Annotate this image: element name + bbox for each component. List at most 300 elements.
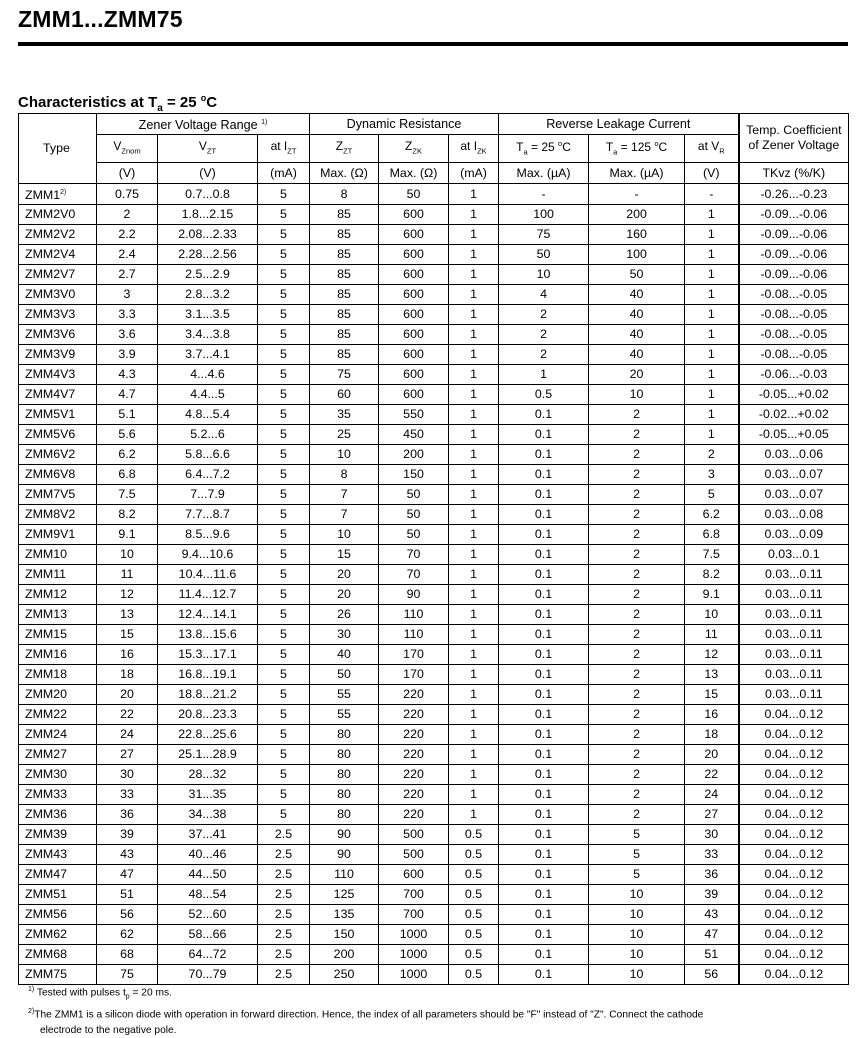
cell-ir25: 0.1 [499,424,589,444]
cell-zzk: 170 [379,644,449,664]
cell-tkvz: 0.04...0.12 [739,864,849,884]
cell-vznom: 22 [97,704,158,724]
cell-ir125: 2 [589,484,685,504]
cell-vr: 1 [685,264,739,284]
cell-tkvz: 0.03...0.11 [739,564,849,584]
cell-ir125: 2 [589,604,685,624]
cell-zzk: 600 [379,304,449,324]
cell-zzt: 80 [310,784,379,804]
cell-zzk: 220 [379,764,449,784]
cell-izk: 1 [449,804,499,824]
cell-tkvz: 0.04...0.12 [739,964,849,984]
cell-vzt: 10.4...11.6 [158,564,258,584]
table-row [19,204,849,224]
cell-vr: 22 [685,764,739,784]
cell-zzk: 1000 [379,944,449,964]
cell-izt: 5 [258,624,310,644]
unit-izt: (mA) [258,162,310,183]
cell-zzk: 600 [379,364,449,384]
cell-zzt: 85 [310,244,379,264]
characteristics-table-wrapper [18,113,849,985]
cell-vzt: 34...38 [158,804,258,824]
cell-vr: 1 [685,224,739,244]
cell-vzt: 25.1...28.9 [158,744,258,764]
cell-vzt: 6.4...7.2 [158,464,258,484]
cell-izt: 5 [258,704,310,724]
cell-izk: 1 [449,624,499,644]
cell-tkvz: 0.03...0.11 [739,584,849,604]
cell-tkvz: 0.03...0.06 [739,444,849,464]
cell-vznom: 56 [97,904,158,924]
cell-ir25: 0.1 [499,784,589,804]
cell-izk: 1 [449,284,499,304]
cell-izk: 0.5 [449,924,499,944]
cell-vzt: 9.4...10.6 [158,544,258,564]
cell-ir125: 2 [589,404,685,424]
header-row-groups [19,114,849,135]
cell-vznom: 8.2 [97,504,158,524]
cell-zzk: 500 [379,824,449,844]
cell-ir125: 2 [589,644,685,664]
cell-zzt: 135 [310,904,379,924]
cell-type: ZMM75 [19,964,97,984]
cell-vr: 8.2 [685,564,739,584]
cell-ir25: 0.1 [499,724,589,744]
cell-vr: 13 [685,664,739,684]
cell-ir125: 10 [589,944,685,964]
cell-zzt: 55 [310,684,379,704]
cell-type: ZMM36 [19,804,97,824]
cell-tkvz: 0.03...0.09 [739,524,849,544]
cell-type: ZMM4V7 [19,384,97,404]
cell-ir125: 2 [589,504,685,524]
cell-zzt: 250 [310,964,379,984]
cell-ir125: 10 [589,924,685,944]
cell-izt: 2.5 [258,864,310,884]
cell-ir125: 100 [589,244,685,264]
cell-ir125: 2 [589,584,685,604]
cell-type: ZMM1$^{2)}$ [19,183,97,204]
cell-vznom: 2.4 [97,244,158,264]
cell-vzt: 2.8...3.2 [158,284,258,304]
cell-vr: 43 [685,904,739,924]
cell-izt: 5 [258,264,310,284]
table-row [19,584,849,604]
cell-izk: 1 [449,524,499,544]
cell-zzk: 220 [379,684,449,704]
cell-type: ZMM68 [19,944,97,964]
cell-zzk: 220 [379,784,449,804]
cell-vznom: 18 [97,664,158,684]
cell-vzt: 70...79 [158,964,258,984]
cell-ir125: 160 [589,224,685,244]
cell-izt: 5 [258,484,310,504]
header-dynamic-resistance: Dynamic Resistance [310,114,499,135]
cell-ir125: 2 [589,784,685,804]
cell-vr: 1 [685,344,739,364]
cell-zzt: 20 [310,584,379,604]
table-row [19,404,849,424]
cell-ir25: 0.1 [499,464,589,484]
cell-izt: 5 [258,204,310,224]
cell-izk: 1 [449,544,499,564]
cell-izt: 5 [258,284,310,304]
cell-zzt: 85 [310,324,379,344]
table-row [19,424,849,444]
cell-vr: 1 [685,424,739,444]
cell-type: ZMM39 [19,824,97,844]
cell-ir125: 2 [589,664,685,684]
cell-vzt: 4...4.6 [158,364,258,384]
cell-izk: 0.5 [449,864,499,884]
unit-zzt: Max. (Ω) [310,162,379,183]
cell-vznom: 43 [97,844,158,864]
cell-ir125: 2 [589,524,685,544]
cell-izt: 5 [258,244,310,264]
cell-izk: 1 [449,504,499,524]
cell-vr: 6.2 [685,504,739,524]
cell-ir25: 0.1 [499,804,589,824]
cell-type: ZMM13 [19,604,97,624]
table-row [19,524,849,544]
cell-type: ZMM15 [19,624,97,644]
cell-ir125: 10 [589,904,685,924]
cell-zzt: 200 [310,944,379,964]
table-row [19,564,849,584]
cell-zzt: 55 [310,704,379,724]
cell-izt: 2.5 [258,924,310,944]
cell-ir125: 2 [589,544,685,564]
cell-izk: 1 [449,684,499,704]
cell-izk: 1 [449,744,499,764]
cell-zzk: 600 [379,344,449,364]
cell-ir25: 0.1 [499,544,589,564]
table-row [19,744,849,764]
cell-zzk: 110 [379,604,449,624]
cell-zzt: 85 [310,224,379,244]
cell-zzk: 600 [379,244,449,264]
cell-vzt: 3.7...4.1 [158,344,258,364]
cell-vr: 18 [685,724,739,744]
cell-vzt: 52...60 [158,904,258,924]
cell-izk: 1 [449,644,499,664]
cell-vr: 20 [685,744,739,764]
cell-vznom: 6.8 [97,464,158,484]
cell-tkvz: 0.03...0.1 [739,544,849,564]
cell-type: ZMM3V6 [19,324,97,344]
cell-vznom: 12 [97,584,158,604]
header-reverse-leakage: Reverse Leakage Current [499,114,739,135]
cell-ir125: 2 [589,444,685,464]
cell-vzt: 15.3...17.1 [158,644,258,664]
cell-zzk: 700 [379,904,449,924]
cell-zzk: 600 [379,864,449,884]
cell-vzt: 13.8...15.6 [158,624,258,644]
cell-zzk: 90 [379,584,449,604]
cell-izk: 1 [449,604,499,624]
cell-vzt: 3.4...3.8 [158,324,258,344]
header-ta-125: $T_a = 125$ $^o$C [589,135,685,162]
cell-ir25: 0.1 [499,484,589,504]
cell-zzk: 600 [379,204,449,224]
cell-vznom: 11 [97,564,158,584]
cell-ir25: 75 [499,224,589,244]
cell-zzk: 70 [379,544,449,564]
cell-izt: 5 [258,304,310,324]
cell-izk: 1 [449,183,499,204]
cell-ir125: 40 [589,344,685,364]
cell-vznom: 16 [97,644,158,664]
cell-tkvz: -0.09...-0.06 [739,264,849,284]
cell-tkvz: 0.03...0.08 [739,504,849,524]
cell-vzt: 4.8...5.4 [158,404,258,424]
cell-izk: 1 [449,244,499,264]
cell-vr: 2 [685,444,739,464]
cell-zzk: 50 [379,504,449,524]
cell-tkvz: 0.03...0.11 [739,664,849,684]
cell-zzt: 85 [310,204,379,224]
header-ta-25: $T_a = 25$ $^o$C [499,135,589,162]
cell-tkvz: -0.08...-0.05 [739,284,849,304]
cell-tkvz: 0.03...0.11 [739,684,849,704]
cell-vzt: 44...50 [158,864,258,884]
header-zzk: $Z_{ZK}$ [379,135,449,162]
cell-izk: 1 [449,304,499,324]
cell-tkvz: -0.05...+0.05 [739,424,849,444]
cell-ir125: 40 [589,284,685,304]
cell-vznom: 30 [97,764,158,784]
cell-ir25: 0.1 [499,524,589,544]
cell-vzt: 8.5...9.6 [158,524,258,544]
cell-type: ZMM5V6 [19,424,97,444]
cell-izk: 1 [449,424,499,444]
cell-izk: 0.5 [449,844,499,864]
cell-zzk: 220 [379,704,449,724]
cell-ir25: 100 [499,204,589,224]
cell-zzt: 110 [310,864,379,884]
cell-type: ZMM24 [19,724,97,744]
cell-izt: 5 [258,324,310,344]
cell-vr: 15 [685,684,739,704]
cell-ir125: 2 [589,564,685,584]
cell-vr: 56 [685,964,739,984]
unit-vznom: (V) [97,162,158,183]
cell-zzt: 30 [310,624,379,644]
cell-ir125: 20 [589,364,685,384]
cell-vznom: 39 [97,824,158,844]
cell-zzk: 150 [379,464,449,484]
cell-tkvz: -0.26...-0.23 [739,183,849,204]
cell-izk: 1 [449,784,499,804]
cell-zzk: 1000 [379,964,449,984]
cell-izt: 5 [258,764,310,784]
cell-izt: 5 [258,384,310,404]
cell-type: ZMM56 [19,904,97,924]
cell-vr: 6.8 [685,524,739,544]
cell-ir25: 0.1 [499,904,589,924]
cell-type: ZMM2V7 [19,264,97,284]
cell-vzt: 1.8...2.15 [158,204,258,224]
cell-vr: 11 [685,624,739,644]
table-row [19,544,849,564]
characteristics-table [18,113,849,985]
cell-vr: 5 [685,484,739,504]
cell-vr: 12 [685,644,739,664]
cell-zzt: 90 [310,844,379,864]
cell-zzt: 7 [310,484,379,504]
cell-izt: 5 [258,344,310,364]
cell-zzk: 1000 [379,924,449,944]
cell-ir25: 0.1 [499,944,589,964]
cell-vznom: 27 [97,744,158,764]
cell-zzt: 85 [310,284,379,304]
cell-izt: 2.5 [258,844,310,864]
table-row [19,484,849,504]
cell-zzt: 90 [310,824,379,844]
cell-tkvz: 0.04...0.12 [739,824,849,844]
cell-vr: 30 [685,824,739,844]
header-row-units [19,162,849,183]
cell-tkvz: -0.06...-0.03 [739,364,849,384]
cell-vznom: 3 [97,284,158,304]
cell-zzk: 600 [379,284,449,304]
cell-vr: 1 [685,324,739,344]
cell-vzt: 37...41 [158,824,258,844]
table-row [19,864,849,884]
cell-vznom: 51 [97,884,158,904]
cell-ir125: 5 [589,864,685,884]
cell-type: ZMM43 [19,844,97,864]
table-row [19,664,849,684]
cell-type: ZMM12 [19,584,97,604]
cell-vzt: 16.8...19.1 [158,664,258,684]
cell-tkvz: 0.04...0.12 [739,804,849,824]
cell-vzt: 7.7...8.7 [158,504,258,524]
cell-vr: 1 [685,404,739,424]
table-row [19,924,849,944]
cell-izk: 1 [449,264,499,284]
cell-vznom: 6.2 [97,444,158,464]
cell-zzt: 25 [310,424,379,444]
table-row [19,504,849,524]
cell-tkvz: 0.03...0.07 [739,484,849,504]
cell-vzt: 7...7.9 [158,484,258,504]
cell-ir25: 0.1 [499,404,589,424]
cell-vznom: 47 [97,864,158,884]
cell-vznom: 36 [97,804,158,824]
cell-ir25: 0.1 [499,844,589,864]
cell-vzt: 2.5...2.9 [158,264,258,284]
table-row [19,704,849,724]
cell-vznom: 15 [97,624,158,644]
cell-tkvz: 0.03...0.11 [739,644,849,664]
cell-vznom: 9.1 [97,524,158,544]
cell-izt: 5 [258,504,310,524]
unit-vr: (V) [685,162,739,183]
cell-tkvz: -0.08...-0.05 [739,324,849,344]
cell-vr: 36 [685,864,739,884]
cell-ir25: 0.1 [499,964,589,984]
cell-vr: 1 [685,204,739,224]
cell-vznom: 4.3 [97,364,158,384]
cell-izt: 5 [258,584,310,604]
cell-zzt: 15 [310,544,379,564]
cell-vr: 39 [685,884,739,904]
cell-vznom: 7.5 [97,484,158,504]
cell-ir125: 2 [589,624,685,644]
cell-ir25: 0.1 [499,824,589,844]
cell-type: ZMM4V3 [19,364,97,384]
header-at-izk: at $I_{ZK}$ [449,135,499,162]
cell-vzt: 48...54 [158,884,258,904]
cell-type: ZMM11 [19,564,97,584]
cell-ir25: 0.1 [499,624,589,644]
cell-izt: 5 [258,524,310,544]
cell-type: ZMM3V9 [19,344,97,364]
cell-tkvz: -0.09...-0.06 [739,244,849,264]
cell-ir25: 0.1 [499,704,589,724]
header-row-symbols [19,135,849,162]
cell-vr: 27 [685,804,739,824]
table-body [19,183,849,984]
cell-tkvz: 0.04...0.12 [739,844,849,864]
page-title: ZMM1...ZMM75 [18,6,183,32]
cell-zzt: 8 [310,464,379,484]
cell-ir25: 1 [499,364,589,384]
table-row [19,724,849,744]
cell-zzt: 80 [310,764,379,784]
cell-izk: 0.5 [449,904,499,924]
cell-ir25: 2 [499,304,589,324]
cell-type: ZMM6V2 [19,444,97,464]
cell-izt: 5 [258,664,310,684]
table-row [19,804,849,824]
cell-vzt: 12.4...14.1 [158,604,258,624]
header-zzt: $Z_{ZT}$ [310,135,379,162]
cell-ir125: 10 [589,384,685,404]
cell-zzk: 500 [379,844,449,864]
cell-tkvz: 0.04...0.12 [739,904,849,924]
cell-ir25: 50 [499,244,589,264]
table-row [19,904,849,924]
cell-vr: 47 [685,924,739,944]
cell-zzt: 50 [310,664,379,684]
cell-vr: 51 [685,944,739,964]
cell-zzt: 125 [310,884,379,904]
cell-ir25: 0.1 [499,864,589,884]
cell-zzk: 170 [379,664,449,684]
cell-izk: 1 [449,324,499,344]
cell-type: ZMM33 [19,784,97,804]
cell-izt: 5 [258,424,310,444]
cell-tkvz: 0.03...0.11 [739,604,849,624]
cell-zzk: 550 [379,404,449,424]
cell-ir125: 2 [589,724,685,744]
cell-vznom: 3.9 [97,344,158,364]
cell-vzt: 31...35 [158,784,258,804]
cell-ir25: 0.1 [499,564,589,584]
cell-tkvz: 0.04...0.12 [739,764,849,784]
cell-ir25: 0.1 [499,664,589,684]
cell-zzt: 7 [310,504,379,524]
table-row [19,624,849,644]
cell-izt: 5 [258,404,310,424]
cell-izt: 5 [258,544,310,564]
cell-vznom: 33 [97,784,158,804]
cell-type: ZMM9V1 [19,524,97,544]
cell-type: ZMM30 [19,764,97,784]
footnote-2: $^{2)}$The ZMM1 is a silicon diode with operation in forward direction. Hence, the index of all parameters should be "F" instead of "Z". Connect the cathode [28,1008,704,1021]
